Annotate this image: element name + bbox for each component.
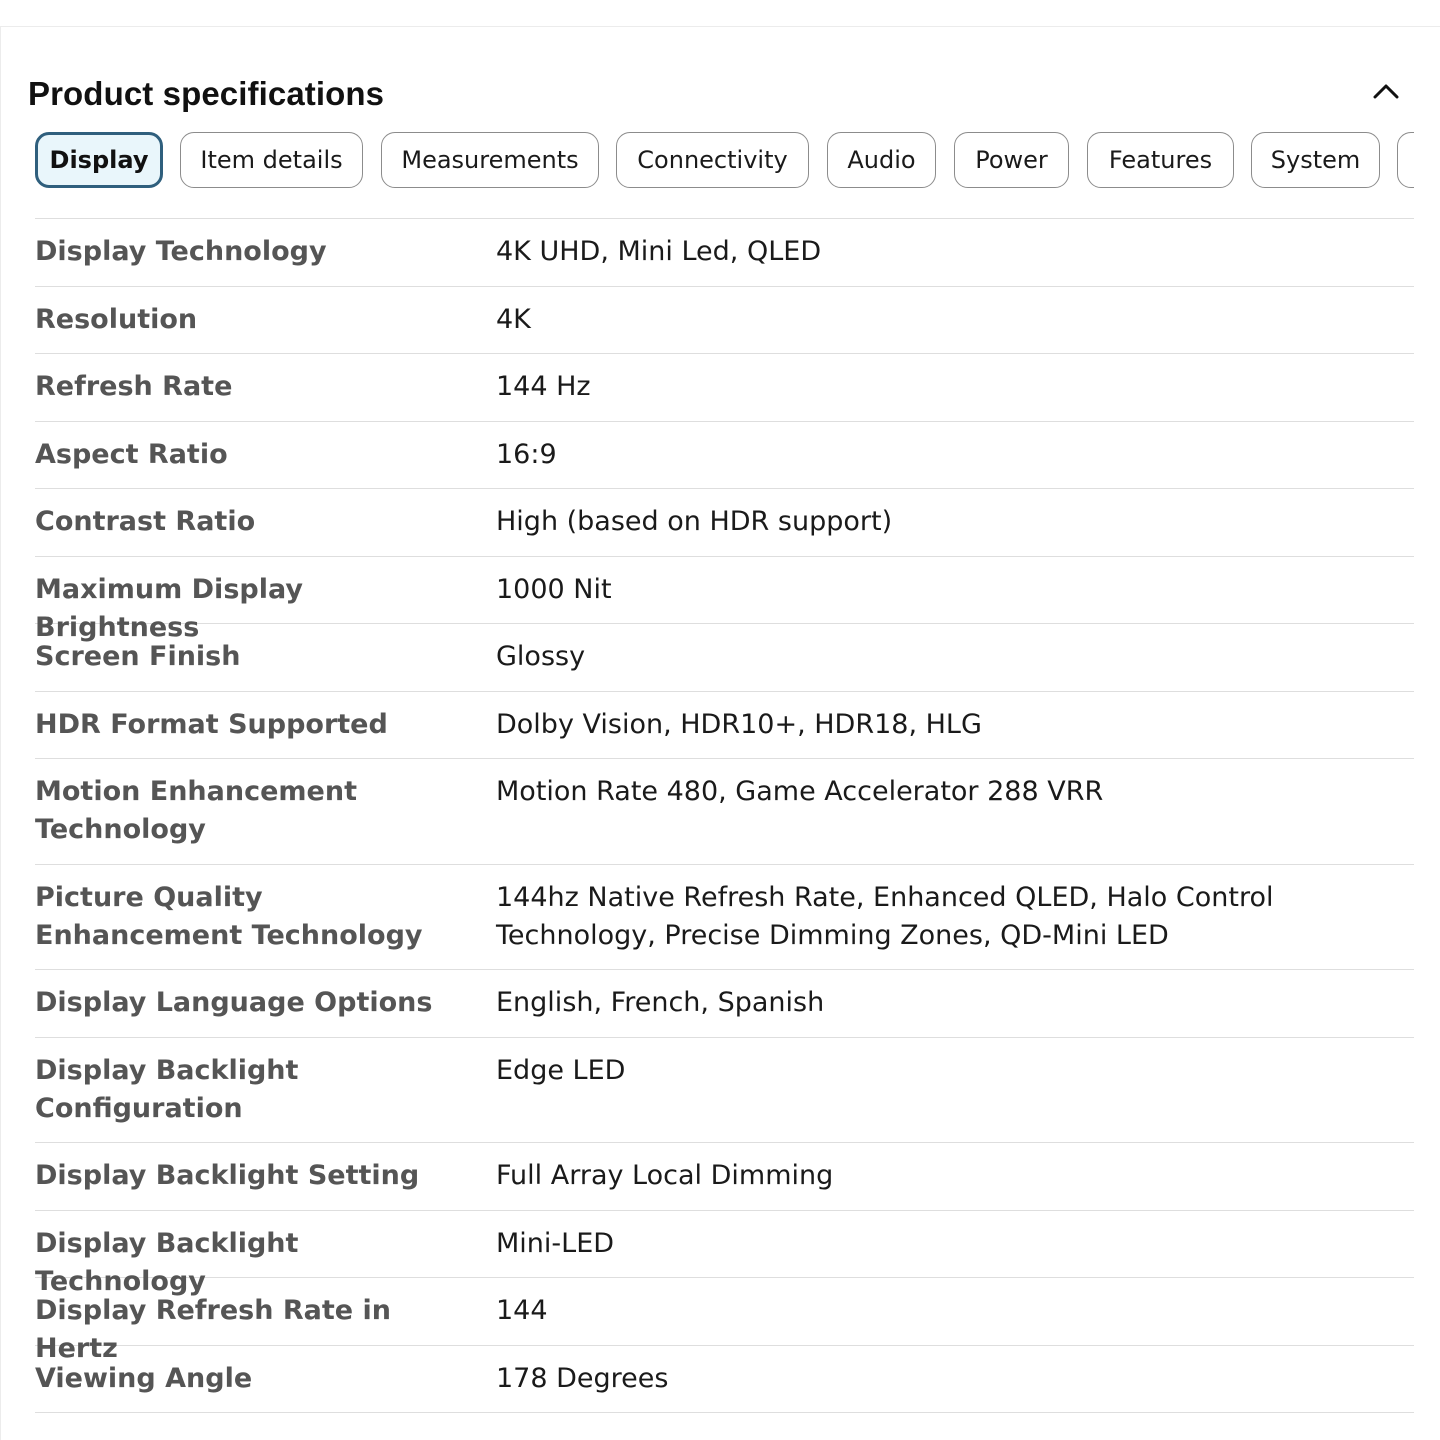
spec-row xyxy=(35,287,1414,355)
spec-label: Maximum Display Brightness xyxy=(35,573,303,643)
spec-value: Glossy xyxy=(496,641,586,672)
spec-label: Screen Finish xyxy=(35,641,241,672)
spec-label: Resolution xyxy=(35,303,198,335)
spec-row xyxy=(35,557,1414,643)
spec-label: Display Backlight Setting xyxy=(35,1160,420,1191)
spec-row xyxy=(35,759,1414,865)
spec-label: Display Refresh Rate in Hertz xyxy=(35,1295,391,1364)
spec-value: 4K xyxy=(496,303,531,335)
spec-row xyxy=(35,1038,1414,1144)
spec-value: Full Array Local Dimming xyxy=(496,1160,834,1191)
spec-value: 16:9 xyxy=(496,438,557,470)
spec-label: Refresh Rate xyxy=(35,371,233,402)
spec-label: Picture Quality Enhancement Technology xyxy=(35,881,423,951)
chevron-up-icon xyxy=(1365,71,1407,111)
tab-connectivity[interactable]: Connectivity xyxy=(616,132,809,188)
spec-value: 4K UHD, Mini Led, QLED xyxy=(496,236,822,267)
spec-label: Contrast Ratio xyxy=(35,506,256,537)
spec-value: 144 Hz xyxy=(496,371,591,402)
spec-value: Mini-LED xyxy=(496,1227,615,1259)
spec-row xyxy=(35,1278,1414,1364)
spec-row xyxy=(35,1346,1414,1414)
spec-row xyxy=(35,624,1414,692)
spec-row xyxy=(35,489,1414,557)
tab-system[interactable]: System xyxy=(1251,132,1380,188)
spec-row xyxy=(35,865,1414,971)
spec-value: High (based on HDR support) xyxy=(496,506,893,537)
spec-value: 144hz Native Refresh Rate, Enhanced QLED, Halo Control Technology, Precise Dimming Zones, QD-Mini LED xyxy=(496,881,1274,951)
spec-row xyxy=(35,422,1414,490)
spec-label: Display Technology xyxy=(35,236,327,267)
tab-power[interactable]: Power xyxy=(954,132,1069,188)
tab-display[interactable]: Display xyxy=(35,132,163,188)
spec-row xyxy=(35,1143,1414,1211)
spec-row xyxy=(35,692,1414,760)
spec-value: 1000 Nit xyxy=(496,573,612,605)
spec-table xyxy=(35,218,1414,1413)
spec-row xyxy=(35,354,1414,422)
tab-audio[interactable]: Audio xyxy=(827,132,936,188)
spec-label: Viewing Angle xyxy=(35,1362,253,1394)
spec-value: 144 xyxy=(496,1295,548,1326)
spec-row xyxy=(35,970,1414,1038)
spec-value: Motion Rate 480, Game Accelerator 288 VRR xyxy=(496,776,1104,807)
spec-value: 178 Degrees xyxy=(496,1362,669,1394)
spec-label: Display Language Options xyxy=(35,987,433,1018)
spec-label: Display Backlight Technology xyxy=(35,1227,299,1297)
spec-label: HDR Format Supported xyxy=(35,708,388,740)
tab-next-partial[interactable] xyxy=(1397,132,1414,188)
spec-value: Edge LED xyxy=(496,1054,626,1086)
spec-label: Aspect Ratio xyxy=(35,438,228,470)
section-title: Product specifications xyxy=(28,75,385,112)
collapse-button[interactable] xyxy=(1365,71,1407,111)
spec-value: Dolby Vision, HDR10+, HDR18, HLG xyxy=(496,708,982,740)
tab-features[interactable]: Features xyxy=(1087,132,1234,188)
spec-row xyxy=(35,219,1414,287)
spec-value: English, French, Spanish xyxy=(496,987,825,1018)
spec-label: Display Backlight Configuration xyxy=(35,1054,299,1124)
spec-row xyxy=(35,1211,1414,1297)
tab-measurements[interactable]: Measurements xyxy=(381,132,599,188)
tab-item-details[interactable]: Item details xyxy=(180,132,363,188)
spec-category-tabs[interactable] xyxy=(0,130,1414,194)
spec-label: Motion Enhancement Technology xyxy=(35,776,357,845)
